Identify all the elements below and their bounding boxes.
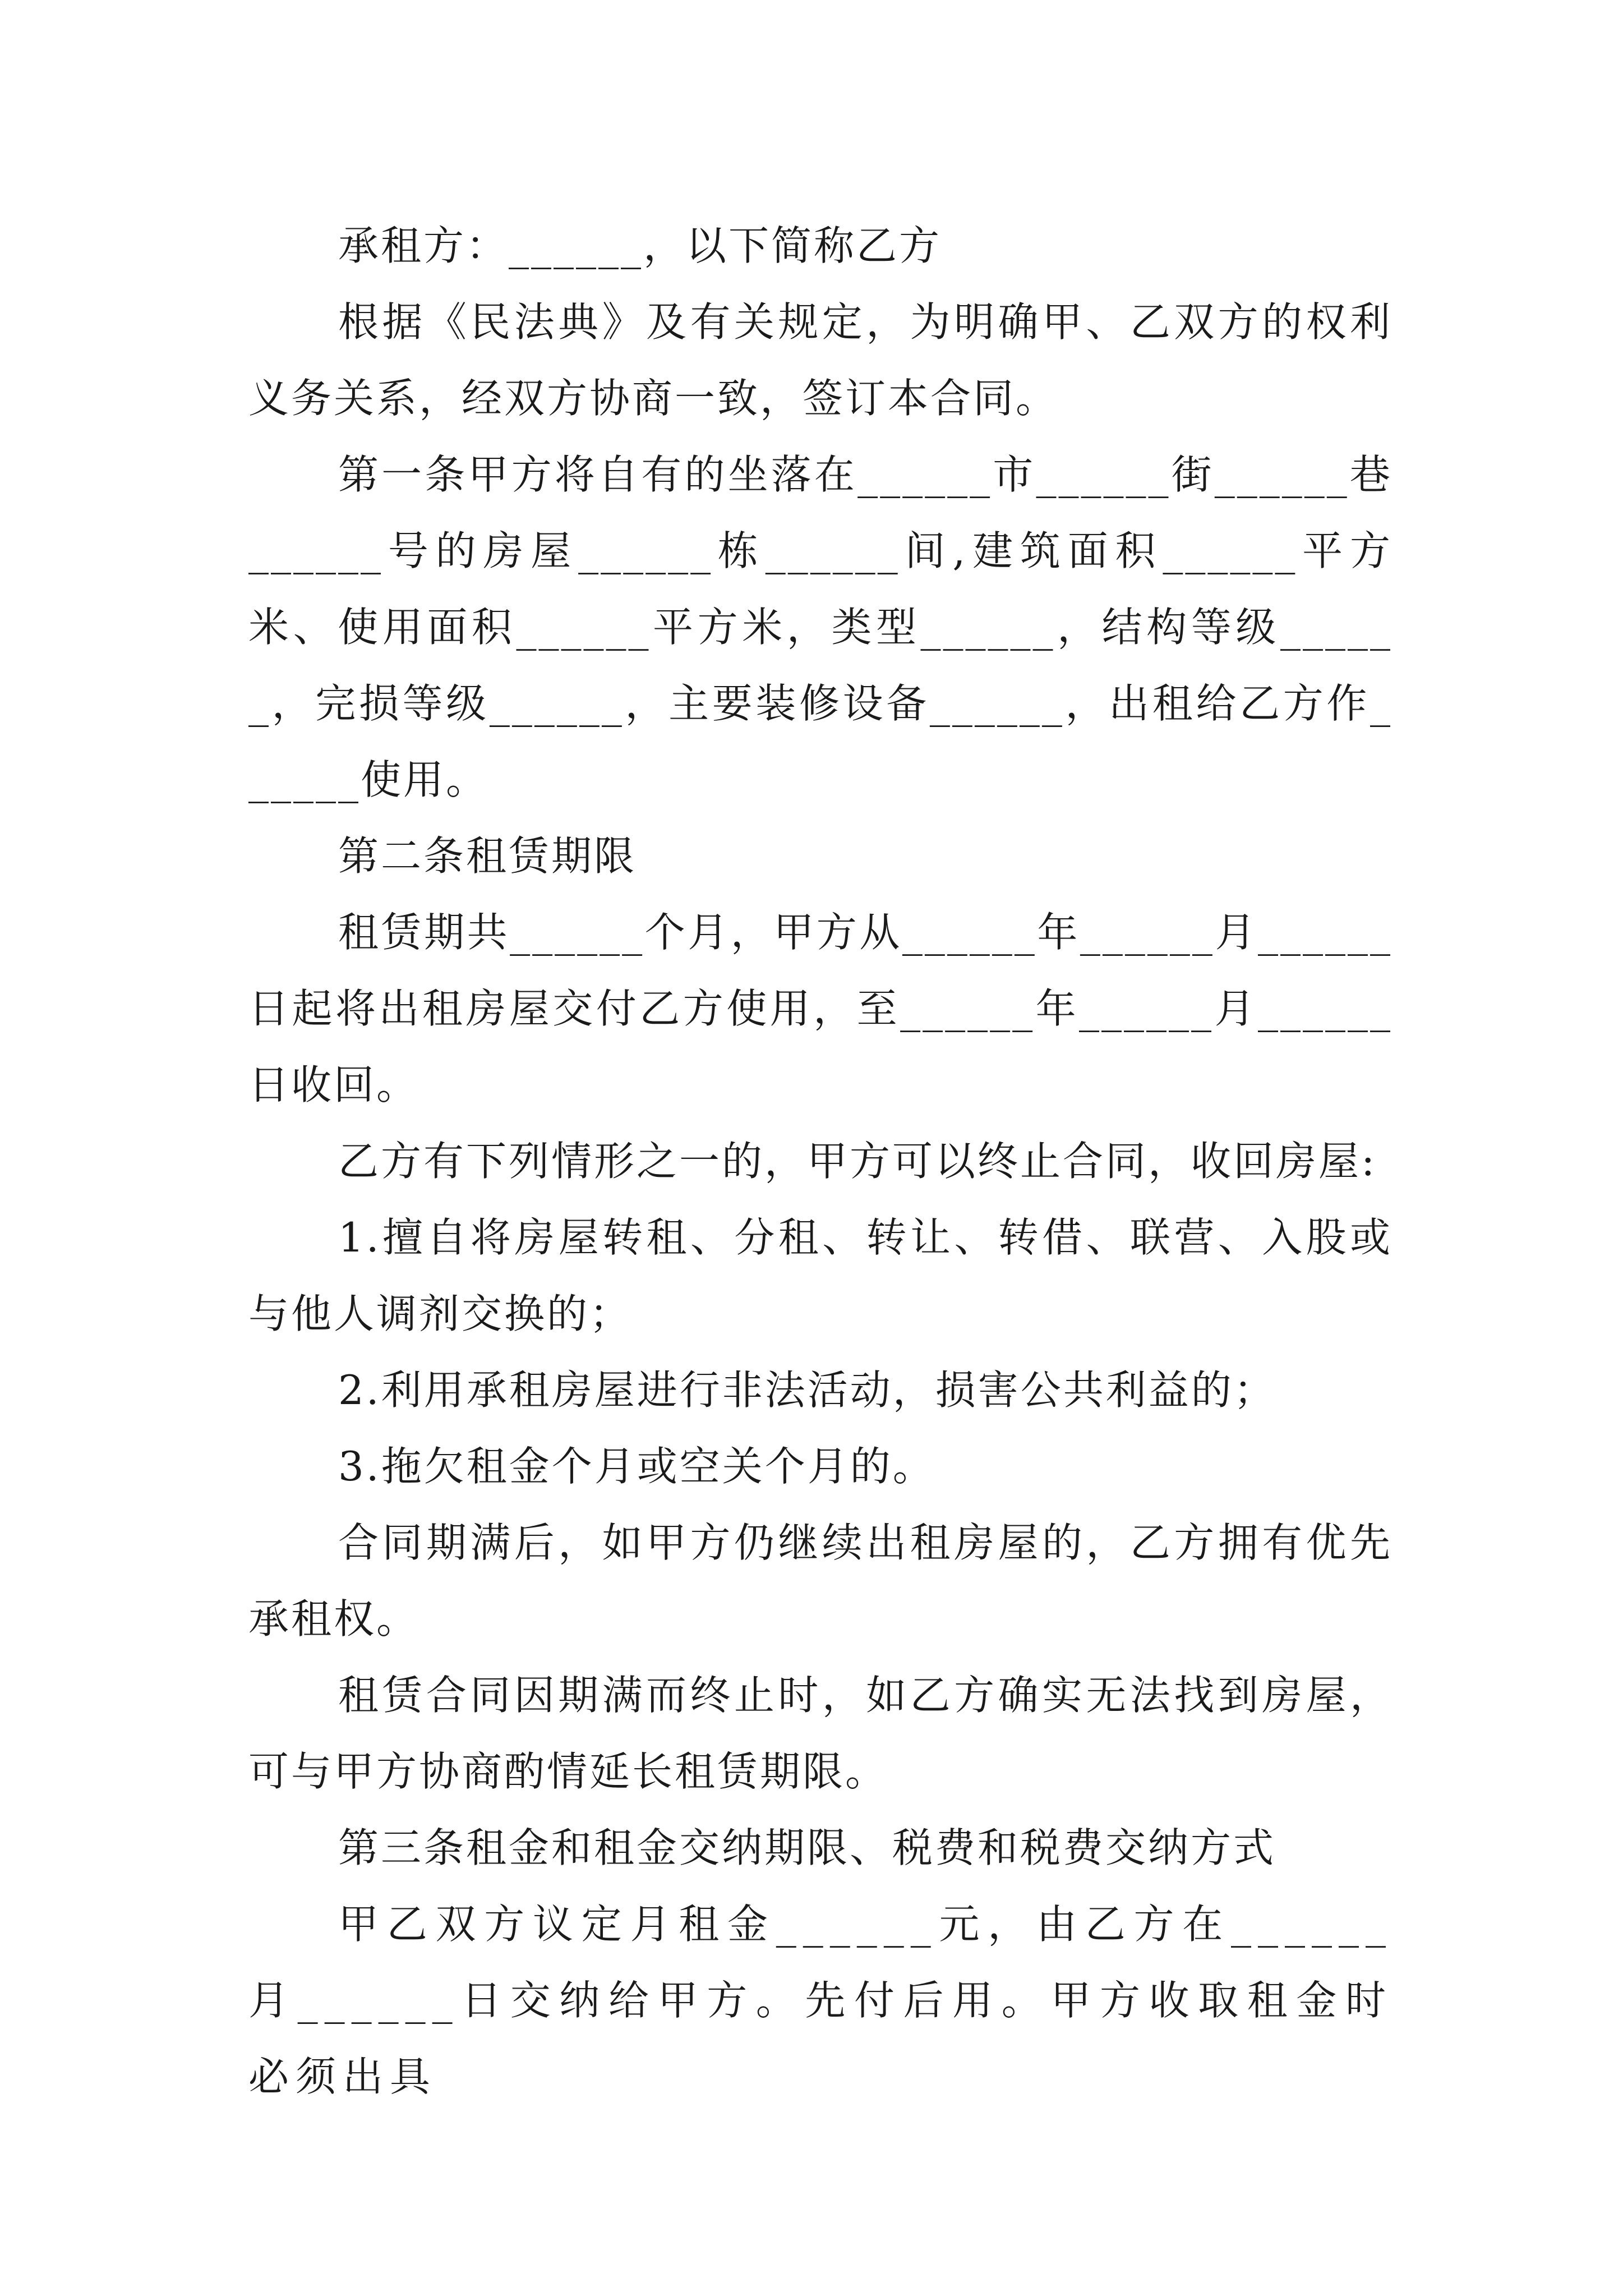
paragraph-priority-right: 合同期满后，如甲方仍继续出租房屋的，乙方拥有优先承租权。 [248,1519,1393,1642]
list-item-1: 1.擅自将房屋转租、分租、转让、转借、联营、入股或与他人调剂交换的； [248,1214,1393,1337]
list-item-3: 3.拖欠租金个月或空关个月的。 [338,1443,935,1490]
list-item-2: 2.利用承租房屋进行非法活动，损害公共利益的； [338,1366,1276,1414]
heading-article-3: 第三条租金和租金交纳期限、税费和税费交纳方式 [338,1824,1276,1871]
paragraph-lessee: 承租方：______，以下简称乙方 [338,222,942,269]
paragraph-lease-term: 租赁期共______个月，甲方从______年______月______日起将出租房屋交付乙方使用，至______年______月______日收回。 [248,909,1393,1108]
heading-article-2: 第二条租赁期限 [338,832,637,880]
paragraph-preamble: 根据《民法典》及有关规定，为明确甲、乙双方的权利义务关系，经双方协商一致，签订本合同。 [248,298,1393,422]
paragraph-rent: 甲乙双方议定月租金______元，由乙方在______月______日交纳给甲方。先付后用。甲方收取租金时必须出具 [248,1901,1393,2100]
paragraph-article-1: 第一条甲方将自有的坐落在______市______街______巷______号的房屋______栋______间,建筑面积______平方米、使用面积______平方米，类型______，结构等级______，完损等级______，主要装修设备______，出租给乙方作______使用。 [248,451,1393,803]
document-body [248,208,1393,2115]
paragraph-extension: 租赁合同因期满而终止时，如乙方确实无法找到房屋，可与甲方协商酌情延长租赁期限。 [248,1672,1393,1795]
paragraph-termination-conditions: 乙方有下列情形之一的，甲方可以终止合同，收回房屋: [338,1138,1377,1185]
